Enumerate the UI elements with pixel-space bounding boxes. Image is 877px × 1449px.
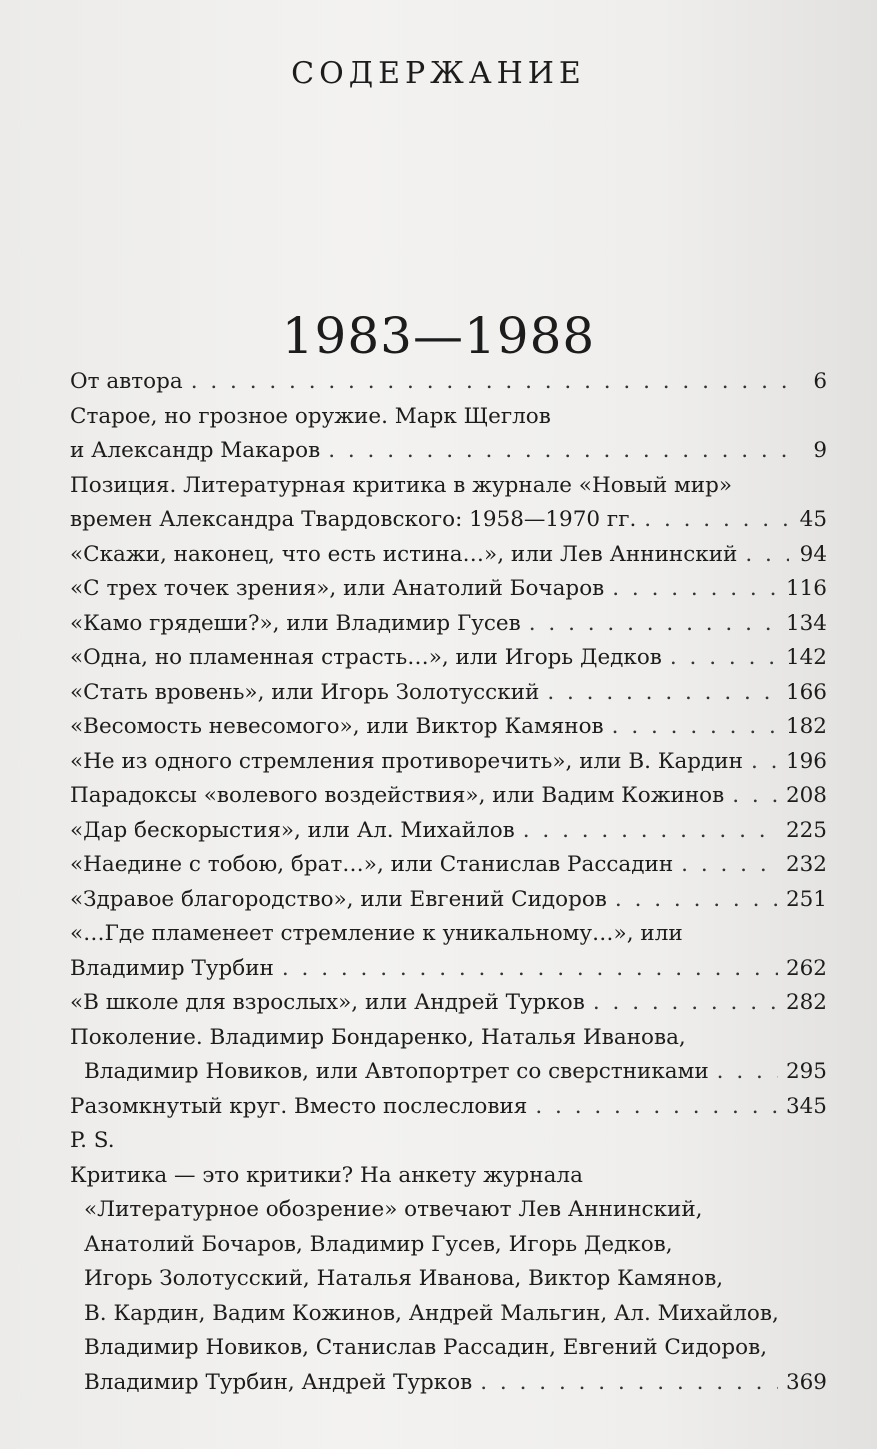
dot-leader [328,434,789,469]
toc-entry-title: «Одна, но пламенная страсть…», или Игорь Дедков [70,645,662,670]
dot-leader [535,1090,778,1125]
toc-page-number: 208 [785,783,827,808]
toc-page-number: 6 [813,369,827,394]
toc-line [70,848,827,883]
dot-leader [282,952,778,987]
toc-line [70,710,827,745]
toc-entry [70,1021,827,1090]
section-heading: 1983—1988 [281,307,596,365]
toc-entry [70,986,827,1021]
toc-entry [70,814,827,849]
toc-entry [70,538,827,573]
toc-entry-title: «Стать вровень», или Игорь Золотусский [70,679,540,705]
toc-entry [70,607,827,642]
toc-entry-title: Разомкнутый круг. Вместо послесловия [70,1093,528,1119]
dot-leader [681,848,778,883]
toc-line [70,883,827,918]
toc-entry-title: Владимир Новиков, или Автопортрет со сверстниками [84,1059,709,1084]
page-title: СОДЕРЖАНИЕ [291,56,586,91]
dot-leader [547,676,778,711]
toc-line [70,1159,827,1194]
dot-leader [612,710,778,745]
table-of-contents [70,365,827,1400]
toc-entry-title: Игорь Золотусский, Наталья Иванова, Виктор Камянов, [84,1266,724,1291]
toc-entry-title: P. S. [70,1128,115,1153]
dot-leader [480,1366,778,1401]
toc-line [70,1331,827,1366]
toc-entry-title: «Скажи, наконец, что есть истина…», или Лев Аннинский [70,541,738,567]
toc-entry-title: времен Александра Твардовского: 1958—1970 гг. [70,507,637,532]
toc-entry-title: Владимир Турбин, Андрей Турков [84,1369,473,1395]
dot-leader [529,607,778,642]
toc-line [70,607,827,642]
dot-leader [612,572,778,607]
dot-leader [191,365,789,400]
toc-line [70,1366,827,1401]
toc-page-number: 45 [799,507,827,532]
toc-entry-title: Критика — это критики? На анкету журнала [70,1162,583,1188]
toc-entry [70,676,827,711]
toc-entry [70,848,827,883]
toc-entry-title: Старое, но грозное оружие. Марк Щеглов [70,403,551,429]
toc-entry [70,917,827,986]
toc-entry-title: «С трех точек зрения», или Анатолий Бочаров [70,576,605,601]
toc-page-number: 225 [785,817,827,843]
toc-line [70,503,827,538]
toc-entry [70,1090,827,1125]
toc-entry-title: Парадоксы «волевого воздействия», или Вадим Кожинов [70,783,725,808]
toc-line [70,1021,827,1056]
dot-leader [644,503,789,538]
toc-line [70,434,827,469]
toc-page-number: 166 [785,679,827,705]
toc-entry [70,400,827,469]
toc-page-number: 345 [785,1093,827,1119]
toc-page-number: 369 [785,1369,827,1395]
toc-page-number: 282 [785,990,827,1015]
toc-entry-title: «Дар бескорыстия», или Ал. Михайлов [70,817,515,843]
toc-page-number: 182 [785,714,827,739]
dot-leader [670,641,778,676]
toc-entry-title: «Не из одного стремления противоречить», или В. Кардин [70,748,743,774]
toc-entry-title: «Здравое благородство», или Евгений Сидоров [70,886,607,912]
dot-leader [732,779,778,814]
toc-line [70,917,827,952]
toc-entry [70,469,827,538]
toc-line [70,745,827,780]
toc-entry-title: В. Кардин, Вадим Кожинов, Андрей Мальгин, Ал. Михайлов, [84,1300,779,1326]
toc-entry [70,572,827,607]
toc-entry-title: «Весомость невесомого», или Виктор Камянов [70,714,604,739]
toc-line [70,952,827,987]
toc-line [70,1297,827,1332]
toc-line [70,986,827,1021]
dot-leader [593,986,778,1021]
toc-entry [70,710,827,745]
toc-line [70,779,827,814]
toc-line [70,538,827,573]
toc-entry [70,779,827,814]
toc-entry-title: Владимир Турбин [70,955,274,981]
toc-line [70,1228,827,1263]
toc-line [70,572,827,607]
toc-line [70,1055,827,1090]
toc-entry-title: «Наедине с тобою, брат…», или Станислав Рассадин [70,852,674,877]
toc-line [70,814,827,849]
toc-page-number: 9 [813,438,827,463]
toc-line [70,676,827,711]
toc-line [70,365,827,400]
toc-page-number: 232 [785,852,827,877]
toc-entry-title: От автора [70,369,183,394]
toc-page-number: 251 [785,886,827,912]
dot-leader [745,538,789,573]
toc-page-number: 196 [785,748,827,774]
toc-page-number: 116 [785,576,827,601]
toc-line [70,1193,827,1228]
toc-entry-title: «…Где пламенеет стремление к уникальному…», или [70,921,683,946]
toc-entry [70,883,827,918]
toc-entry-title: «Литературное обозрение» отвечают Лев Аннинский, [84,1197,703,1222]
dot-leader [523,814,778,849]
toc-line [70,469,827,504]
toc-entry-title: Поколение. Владимир Бондаренко, Наталья Иванова, [70,1024,686,1050]
toc-entry [70,365,827,400]
toc-entry [70,641,827,676]
toc-entry [70,1124,827,1159]
toc-page-number: 94 [799,541,827,567]
toc-entry-title: и Александр Макаров [70,438,321,463]
toc-page-number: 142 [785,645,827,670]
toc-line [70,1124,827,1159]
dot-leader [751,745,778,780]
toc-entry-title: Позиция. Литературная критика в журнале «Новый мир» [70,472,732,498]
dot-leader [615,883,778,918]
toc-entry [70,1159,827,1401]
toc-line [70,400,827,435]
toc-page-number: 262 [785,955,827,981]
toc-line [70,1262,827,1297]
toc-line [70,1090,827,1125]
toc-page-number: 295 [785,1059,827,1084]
toc-entry-title: Владимир Новиков, Станислав Рассадин, Евгений Сидоров, [84,1335,768,1360]
toc-page-number: 134 [785,610,827,636]
toc-entry-title: «Камо грядеши?», или Владимир Гусев [70,610,521,636]
toc-line [70,641,827,676]
toc-entry-title: Анатолий Бочаров, Владимир Гусев, Игорь Дедков, [84,1231,673,1257]
toc-entry-title: «В школе для взрослых», или Андрей Турков [70,990,585,1015]
toc-entry [70,745,827,780]
dot-leader [717,1055,778,1090]
